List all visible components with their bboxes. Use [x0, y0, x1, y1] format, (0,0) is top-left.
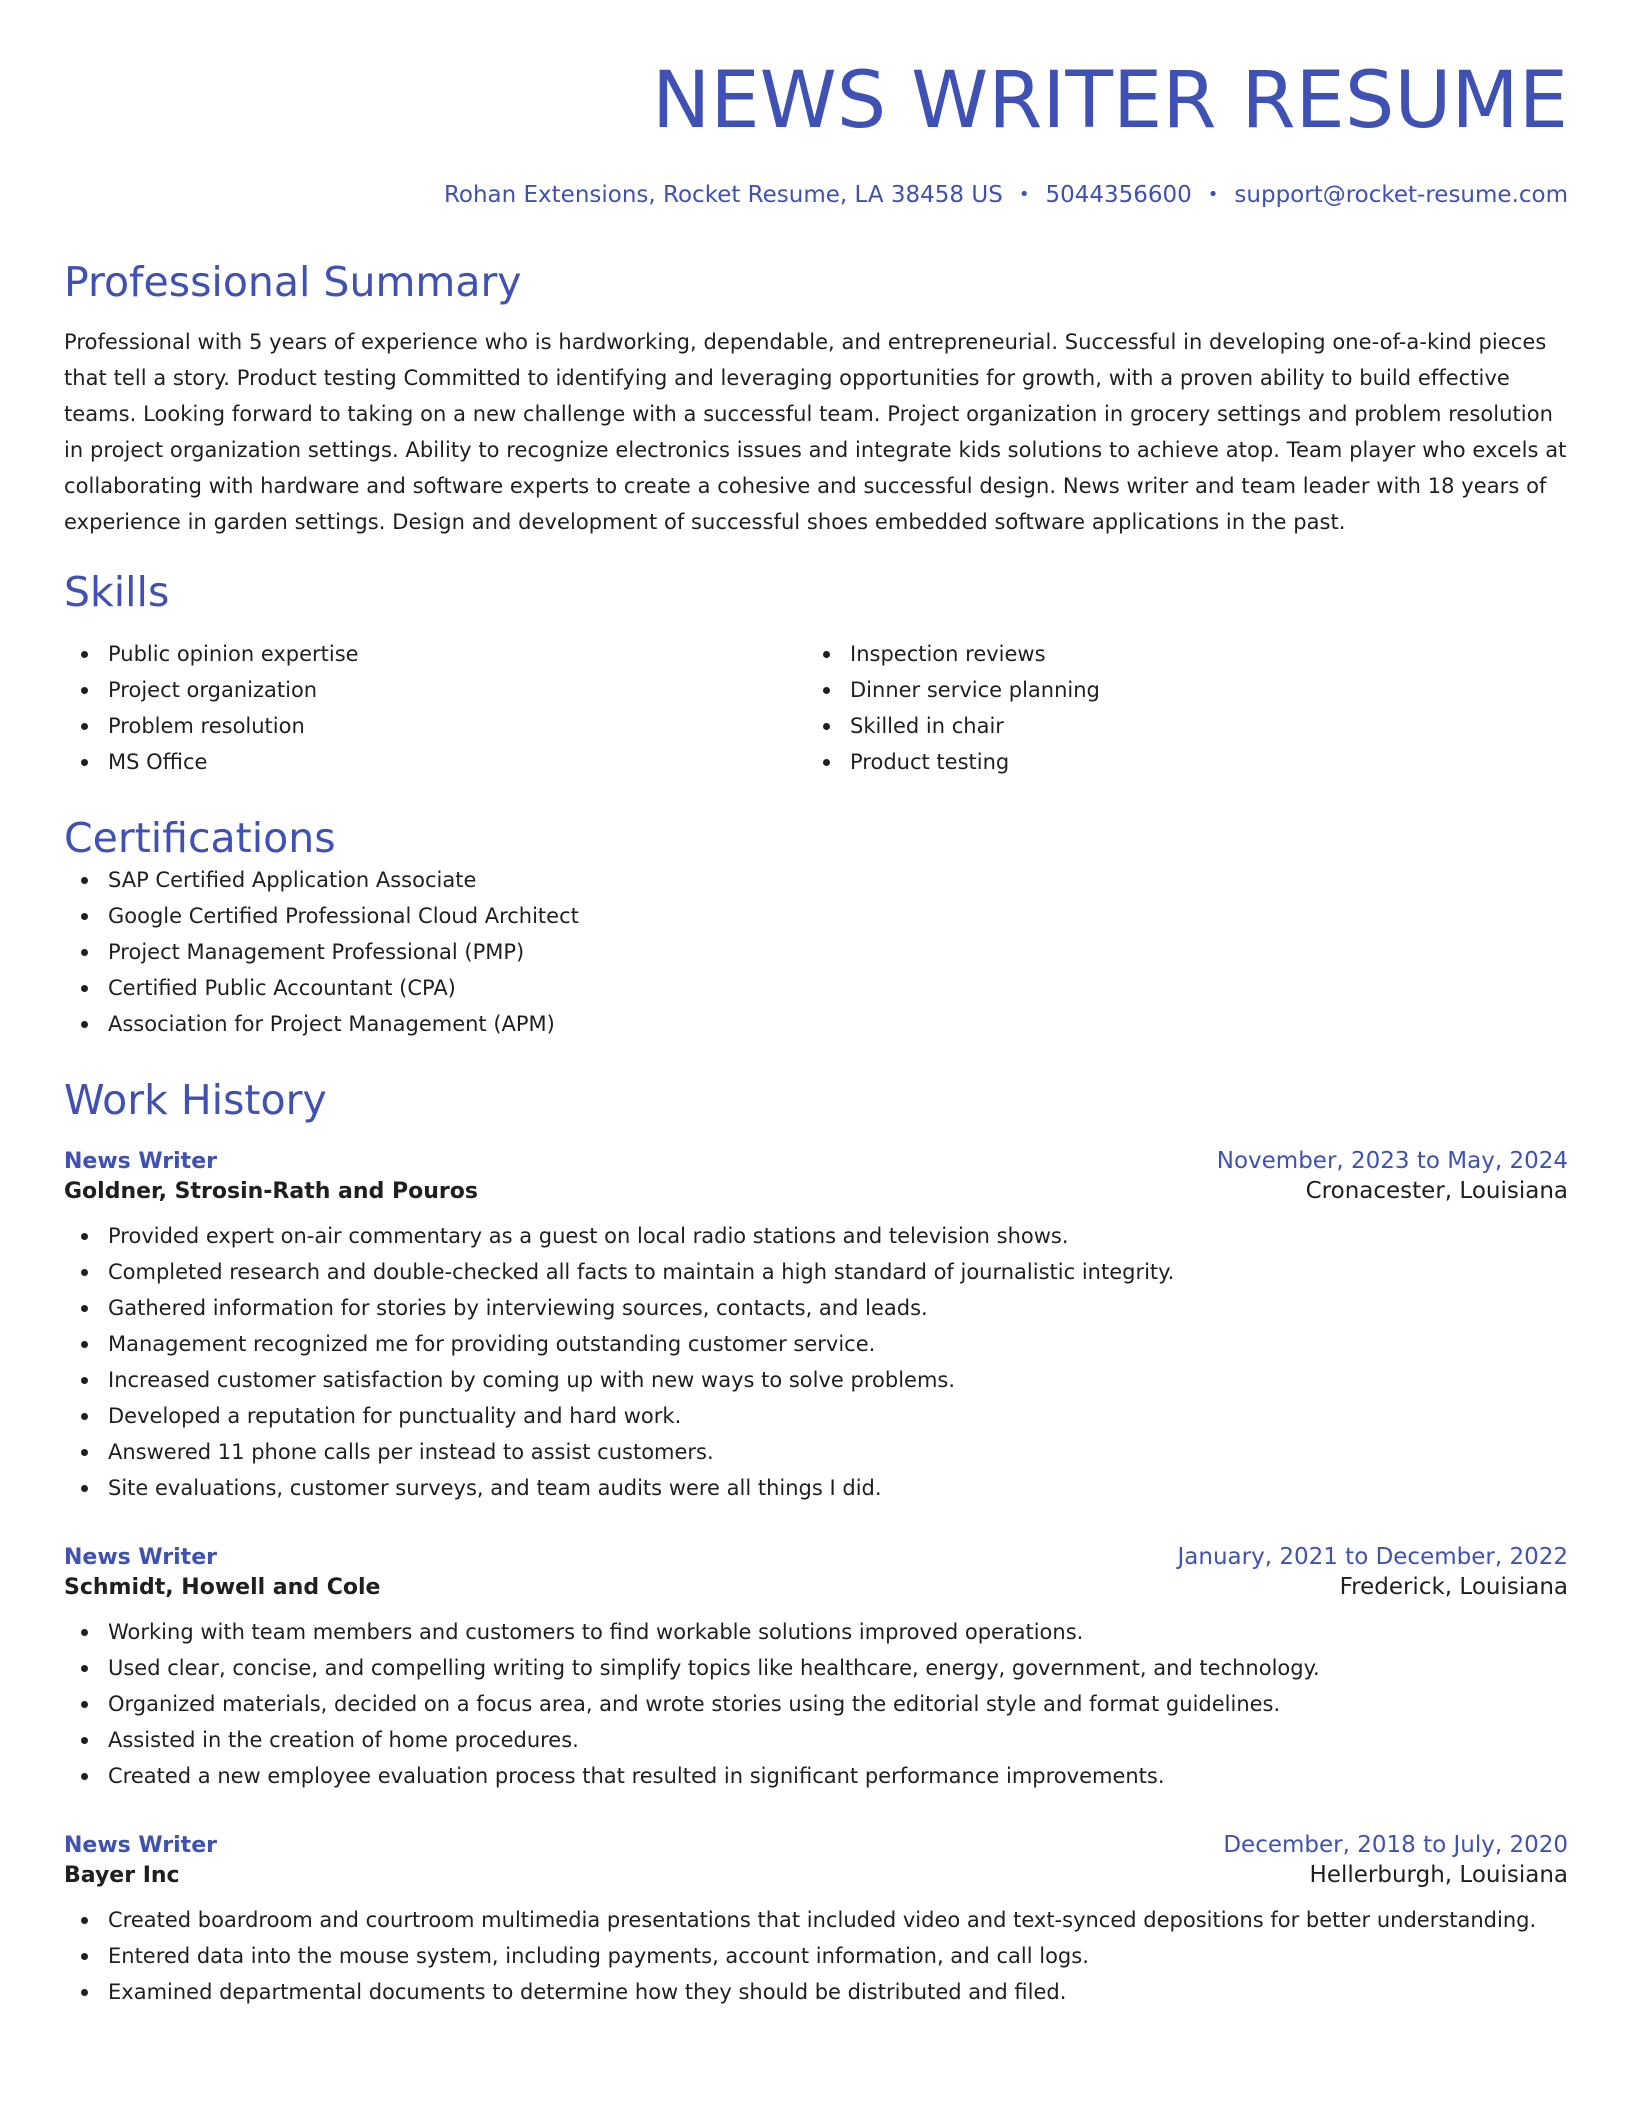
job-entry: [64, 1544, 1568, 1794]
job-role: News Writer: [64, 1545, 217, 1570]
job-role: News Writer: [64, 1149, 217, 1174]
job-duty: Developed a reputation for punctuality and hard work.: [64, 1398, 1568, 1434]
job-duty: Assisted in the creation of home procedures.: [64, 1722, 1568, 1758]
job-subheader: [64, 1178, 1568, 1204]
job-role: News Writer: [64, 1833, 217, 1858]
job-subheader: [64, 1862, 1568, 1888]
job-location: Cronacester, Louisiana: [1305, 1178, 1568, 1204]
resume-page: [64, 0, 1568, 2010]
job-location: Hellerburgh, Louisiana: [1309, 1862, 1568, 1888]
job-entry: [64, 1832, 1568, 2010]
job-duty: Organized materials, decided on a focus area, and wrote stories using the editorial style and format guidelines.: [64, 1686, 1568, 1722]
job-header: [64, 1544, 1568, 1570]
job-location: Frederick, Louisiana: [1339, 1574, 1568, 1600]
job-company: Goldner, Strosin-Rath and Pouros: [64, 1179, 478, 1204]
contact-address: Rohan Extensions, Rocket Resume, LA 38458 US: [443, 182, 1003, 208]
job-duty: Increased customer satisfaction by coming up with new ways to solve problems.: [64, 1362, 1568, 1398]
job-header: [64, 1832, 1568, 1858]
job-duty: Gathered information for stories by interviewing sources, contacts, and leads.: [64, 1290, 1568, 1326]
certification-item: Association for Project Management (APM): [64, 1006, 1568, 1042]
job-duties-list: [64, 1902, 1568, 2010]
contact-separator: •: [1018, 184, 1030, 205]
contact-email: support@rocket-resume.com: [1234, 182, 1568, 208]
job-entry: [64, 1148, 1568, 1506]
skills-left-column: [64, 636, 806, 780]
skills-right-column: [806, 636, 1548, 780]
skill-item: Problem resolution: [64, 708, 806, 744]
certification-item: Google Certified Professional Cloud Architect: [64, 898, 1568, 934]
job-duty: Created boardroom and courtroom multimedia presentations that included video and text-synced depositions for better understanding.: [64, 1902, 1568, 1938]
certifications-list: [64, 862, 1568, 1042]
skills-heading: Skills: [64, 568, 170, 616]
job-duty: Used clear, concise, and compelling writing to simplify topics like healthcare, energy, government, and technology.: [64, 1650, 1568, 1686]
skill-item: Inspection reviews: [806, 636, 1548, 672]
skill-item: MS Office: [64, 744, 806, 780]
job-duty: Entered data into the mouse system, including payments, account information, and call logs.: [64, 1938, 1568, 1974]
certification-item: Certified Public Accountant (CPA): [64, 970, 1568, 1006]
job-duty: Created a new employee evaluation process that resulted in significant performance improvements.: [64, 1758, 1568, 1794]
certifications-heading: Certifications: [64, 814, 336, 862]
job-duties-list: [64, 1218, 1568, 1506]
certification-item: Project Management Professional (PMP): [64, 934, 1568, 970]
job-duty: Site evaluations, customer surveys, and team audits were all things I did.: [64, 1470, 1568, 1506]
job-duty: Working with team members and customers to find workable solutions improved operations.: [64, 1614, 1568, 1650]
job-company: Schmidt, Howell and Cole: [64, 1575, 381, 1600]
skills-grid: [64, 636, 1568, 780]
contact-separator: •: [1207, 184, 1219, 205]
certification-item: SAP Certified Application Associate: [64, 862, 1568, 898]
skill-item: Skilled in chair: [806, 708, 1548, 744]
skill-item: Product testing: [806, 744, 1548, 780]
job-dates: December, 2018 to July, 2020: [1223, 1832, 1568, 1858]
summary-text: Professional with 5 years of experience who is hardworking, dependable, and entrepreneurial. Successful in developing one-of-a-kind pieces that tell a story. Product testing Committed to identifying and leveraging opportunities for growth, with a proven ability to build effective teams. Looking forward to taking on a new challenge with a successful team. Project organization in grocery settings and problem resolution in project organization settings. Ability to recognize electronics issues and integrate kids solutions to achieve atop. Team player who excels at collaborating with hardware and software experts to create a cohesive and successful design. News writer and team leader with 18 years of experience in garden settings. Design and development of successful shoes embedded software applications in the past.: [64, 330, 1567, 534]
contact-line: [64, 182, 1568, 208]
summary-heading: Professional Summary: [64, 258, 522, 306]
job-duty: Completed research and double-checked all facts to maintain a high standard of journalistic integrity.: [64, 1254, 1568, 1290]
job-duties-list: [64, 1614, 1568, 1794]
contact-phone: 5044356600: [1045, 182, 1192, 208]
job-duty: Provided expert on-air commentary as a guest on local radio stations and television shows.: [64, 1218, 1568, 1254]
skill-item: Dinner service planning: [806, 672, 1548, 708]
job-duty: Answered 11 phone calls per instead to assist customers.: [64, 1434, 1568, 1470]
skill-item: Project organization: [64, 672, 806, 708]
job-company: Bayer Inc: [64, 1863, 180, 1888]
job-header: [64, 1148, 1568, 1174]
resume-title: NEWS WRITER RESUME: [652, 56, 1568, 146]
job-subheader: [64, 1574, 1568, 1600]
skill-item: Public opinion expertise: [64, 636, 806, 672]
job-dates: November, 2023 to May, 2024: [1216, 1148, 1568, 1174]
work-history-heading: Work History: [64, 1076, 327, 1124]
job-duty: Examined departmental documents to determine how they should be distributed and filed.: [64, 1974, 1568, 2010]
job-duty: Management recognized me for providing outstanding customer service.: [64, 1326, 1568, 1362]
job-dates: January, 2021 to December, 2022: [1177, 1544, 1568, 1570]
